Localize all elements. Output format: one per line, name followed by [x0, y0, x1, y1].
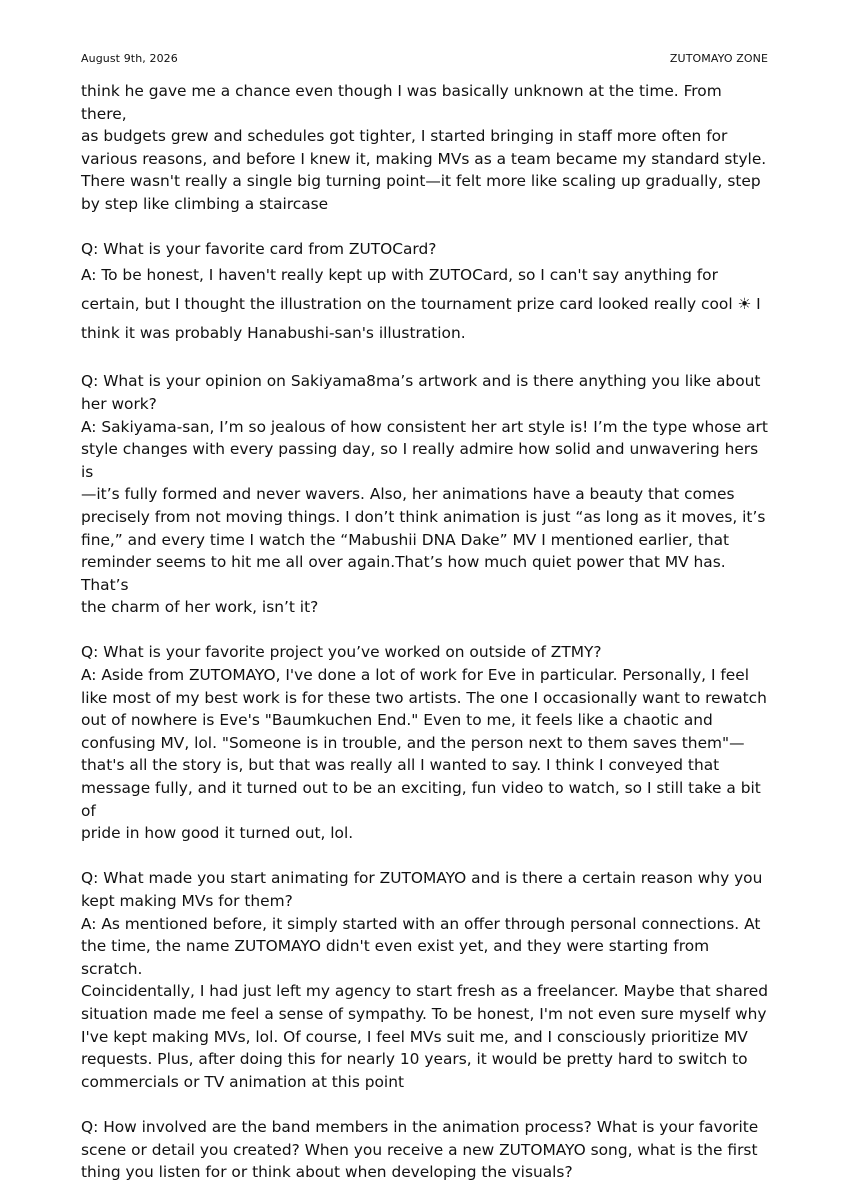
article-body — [81, 80, 771, 1184]
answer-2: A: Sakiyama-san, I’m so jealous of how consistent her art style is! I’m the type whose art style changes with every passing day, so I really admire how solid and unwavering hers is —it’s fully formed and never wavers. Also, her animations have a beauty that comes precisely from not moving things. I don’t think animation is just “as long as it moves, it’s fine,” and every time I watch the “Mabushii DNA Dake” MV I mentioned earlier, that reminder seems to hit me all over again.That’s how much quiet power that MV has. That’s the charm of her work, isn’t it? — [81, 417, 768, 617]
question-3: Q: What is your favorite project you’ve worked on outside of ZTMY? — [81, 643, 602, 662]
header-site-name: ZUTOMAYO ZONE — [669, 52, 768, 65]
header-date: August 9th, 2026 — [81, 52, 178, 65]
question-2: Q: What is your opinion on Sakiyama8ma’s artwork and is there anything you like about her work? — [81, 372, 761, 413]
question-1: Q: What is your favorite card from ZUTOCard? — [81, 240, 437, 259]
answer-4: A: As mentioned before, it simply started with an offer through personal connections. At the time, the name ZUTOMAYO didn't even exist yet, and they were starting from scratch. Coincidentally, I had just left my agency to start fresh as a freelancer. Maybe that shared situation made me feel a sense of sympathy. To be honest, I'm not even sure myself why I've kept making MVs, lol. Of course, I feel MVs suit me, and I consciously prioritize MV requests. Plus, after doing this for nearly 10 years, it would be pretty hard to switch to commercials or TV animation at this point — [81, 914, 769, 1091]
intro-paragraph: think he gave me a chance even though I was basically unknown at the time. From there, as budgets grew and schedules got tighter, I started bringing in staff more often for various reasons, and before I knew it, making MVs as a team became my standard style. There wasn't really a single big turning point—it felt more like scaling up gradually, step by step like climbing a staircase — [81, 82, 767, 213]
answer-1: A: To be honest, I haven't really kept up with ZUTOCard, so I can't say anything for certain, but I thought the illustration on the tournament prize card looked really cool ☀ I think it was probably Hanabushi-san's illustration. — [81, 265, 761, 342]
question-5: Q: How involved are the band members in the animation process? What is your favorite scene or detail you created? When you receive a new ZUTOMAYO song, what is the first thing you listen for or think about when developing the visuals? — [81, 1117, 759, 1182]
question-4: Q: What made you start animating for ZUTOMAYO and is there a certain reason why you kept making MVs for them? — [81, 869, 763, 910]
answer-3: A: Aside from ZUTOMAYO, I've done a lot of work for Eve in particular. Personally, I feel like most of my best work is for these two artists. The one I occasionally want to rewatch out of nowhere is Eve's "Baumkuchen End." Even to me, it feels like a chaotic and confusing MV, lol. "Someone is in trouble, and the person next to them saves them"— that's all the story is, but that was really all I wanted to say. I think I conveyed that message fully, and it turned out to be an exciting, fun video to watch, so I still take a bit of pride in how good it turned out, lol. — [81, 666, 767, 843]
page-header — [81, 52, 768, 68]
